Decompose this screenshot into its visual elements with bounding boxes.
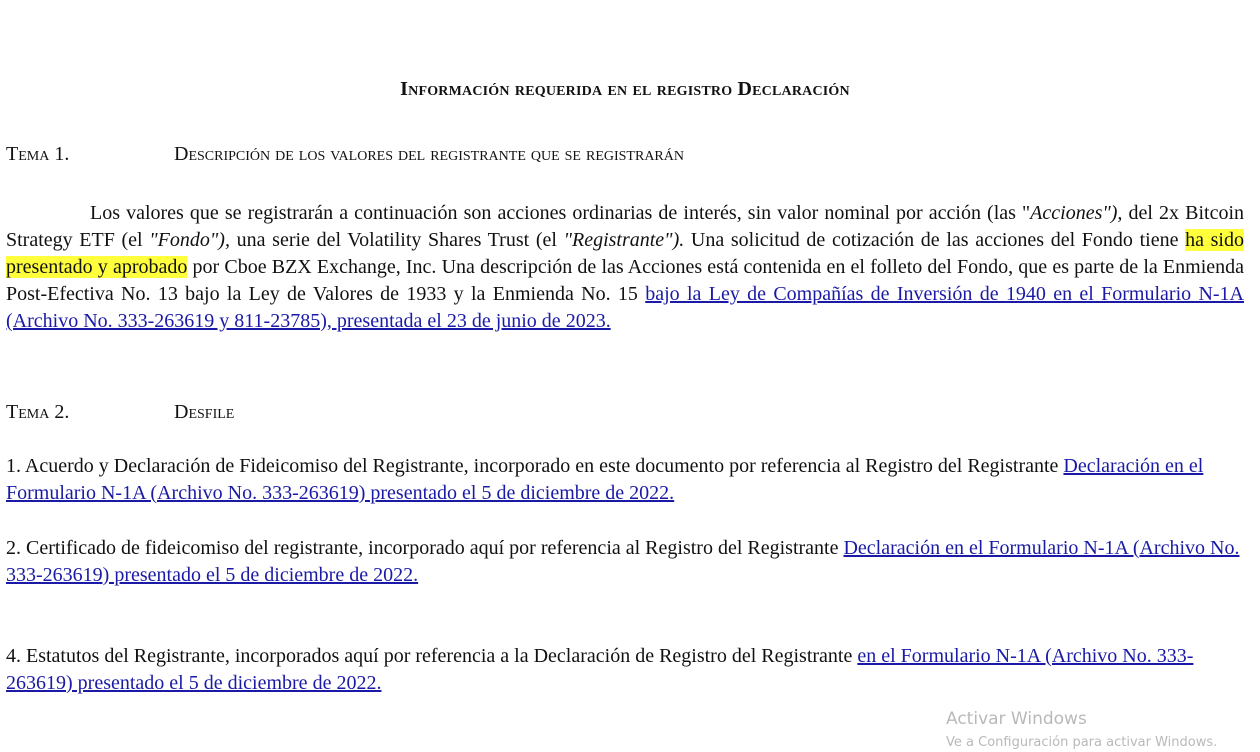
highlighted-text: ha sido presentado y aprobado <box>6 229 1244 278</box>
paragraph-italic-fondo: "Fondo"), <box>149 229 230 251</box>
form-n1a-filing-link[interactable]: bajo la Ley de Compañías de Inversión de 1940 en el Formulario N-1A (Archivo No. 333-263619 y 811-23785), presentada el 23 de junio de 2023. <box>6 283 1244 332</box>
exhibit-2-link[interactable]: Declaración en el Formulario N-1A (Archivo No. 333-263619) presentado el 5 de diciembre de 2022. <box>6 537 1240 586</box>
paragraph-text-3: una serie del Volatility Shares Trust (el <box>229 229 564 251</box>
item-2-heading: Desfile <box>174 401 235 423</box>
item-1-heading: Descripción de los valores del registrante que se registrarán <box>174 143 684 165</box>
paragraph-italic-acciones: Acciones"), <box>1030 202 1123 224</box>
watermark-subtitle: Ve a Configuración para activar Windows. <box>946 735 1218 750</box>
exhibit-4-text: 4. Estatutos del Registrante, incorporados aquí por referencia a la Declaración de Registro del Registrante <box>6 645 858 667</box>
exhibit-2 <box>6 535 1244 589</box>
exhibit-1 <box>6 453 1244 507</box>
paragraph-italic-registrante: "Registrante"). <box>563 229 685 251</box>
item-1-header <box>6 141 684 168</box>
document-title: Información requerida en el registro Declaración <box>400 78 850 100</box>
exhibit-4-link[interactable]: en el Formulario N-1A (Archivo No. 333-263619) presentado el 5 de diciembre de 2022. <box>6 645 1194 694</box>
paragraph-text-1: Los valores que se registrarán a continuación son acciones ordinarias de interés, sin valor nominal por acción (las " <box>90 202 1031 224</box>
item-1-paragraph <box>6 200 1244 335</box>
windows-activation-watermark <box>946 708 1217 752</box>
item-2-header <box>6 399 234 426</box>
exhibit-4 <box>6 643 1244 697</box>
paragraph-text-5: por Cboe BZX Exchange, Inc. Una descripción de las Acciones está contenida en el folleto del Fondo, que es parte de la Enmienda Post-Efectiva No. 13 bajo la Ley de Valores de 1933 y la Enmienda No. 15 <box>6 256 1245 305</box>
item-1-number: Tema 1. <box>6 143 70 165</box>
watermark-title: Activar Windows <box>946 709 1087 729</box>
exhibit-1-link[interactable]: Declaración en el Formulario N-1A (Archivo No. 333-263619) presentado el 5 de diciembre de 2022. <box>6 455 1204 504</box>
exhibit-1-text: 1. Acuerdo y Declaración de Fideicomiso del Registrante, incorporado en este documento por referencia al Registro del Registrante <box>6 455 1064 477</box>
paragraph-text-2: del 2x Bitcoin Strategy ETF (el <box>6 202 1244 251</box>
item-2-number: Tema 2. <box>6 401 70 423</box>
exhibit-2-text: 2. Certificado de fideicomiso del registrante, incorporado aquí por referencia al Registro del Registrante <box>6 537 844 559</box>
paragraph-text-4: Una solicitud de cotización de las acciones del Fondo tiene <box>684 229 1186 251</box>
